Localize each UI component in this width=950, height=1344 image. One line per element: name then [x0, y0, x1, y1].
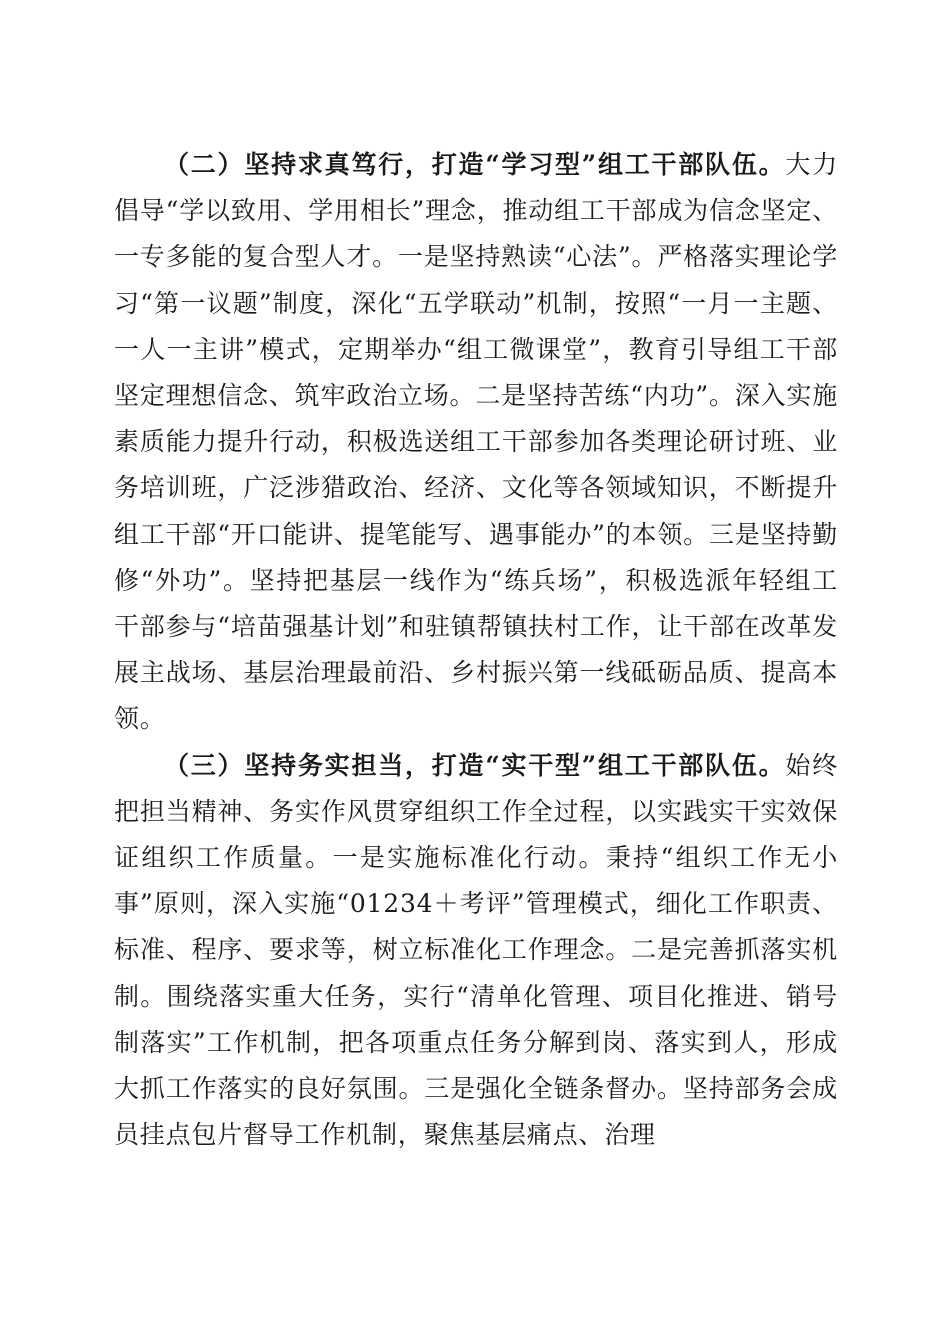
paragraph-text: 大力倡导“学以致用、学用相长”理念，推动组工干部成为信念坚定、一专多能的复合型人才。一是坚持熟读“心法”。严格落实理论学习“第一议题”制度，深化“五学联动”机制，按照“一月一主题、一人一主讲”模式，定期举办“组工微课堂”，教育引导组工干部坚定理想信念、筑牢政治立场。二是坚持苦练“内功”。深入实施素质能力提升行动，积极选送组工干部参加各类理论研讨班、业务培训班，广泛涉猎政治、经济、文化等各领域知识，不断提升组工干部“开口能讲、提笔能写、遇事能办”的本领。三是坚持勤修“外功”。坚持把基层一线作为“练兵场”，积极选派年轻组工干部参与“培苗强基计划”和驻镇帮镇扶村工作，让干部在改革发展主战场、基层治理最前沿、乡村振兴第一线砥砺品质、提高本领。: [114, 150, 838, 734]
paragraph-section-3: [114, 743, 838, 1159]
paragraph-text: 始终把担当精神、务实作风贯穿组织工作全过程，以实践实干实效保证组织工作质量。一是实施标准化行动。秉持“组织工作无小事”原则，深入实施“01234＋考评”管理模式，细化工作职责、标准、程序、要求等，树立标准化工作理念。二是完善抓落实机制。围绕落实重大任务，实行“清单化管理、项目化推进、销号制落实”工作机制，把各项重点任务分解到岗、落实到人，形成大抓工作落实的良好氛围。三是强化全链条督办。坚持部务会成员挂点包片督导工作机制，聚焦基层痛点、治理: [114, 750, 838, 1150]
paragraph-section-2: [114, 142, 838, 743]
paragraph-heading: （三）坚持务实担当，打造“实干型”组工干部队伍。: [164, 750, 786, 780]
document-body: [114, 142, 838, 1158]
paragraph-heading: （二）坚持求真笃行，打造“学习型”组工干部队伍。: [164, 150, 786, 179]
